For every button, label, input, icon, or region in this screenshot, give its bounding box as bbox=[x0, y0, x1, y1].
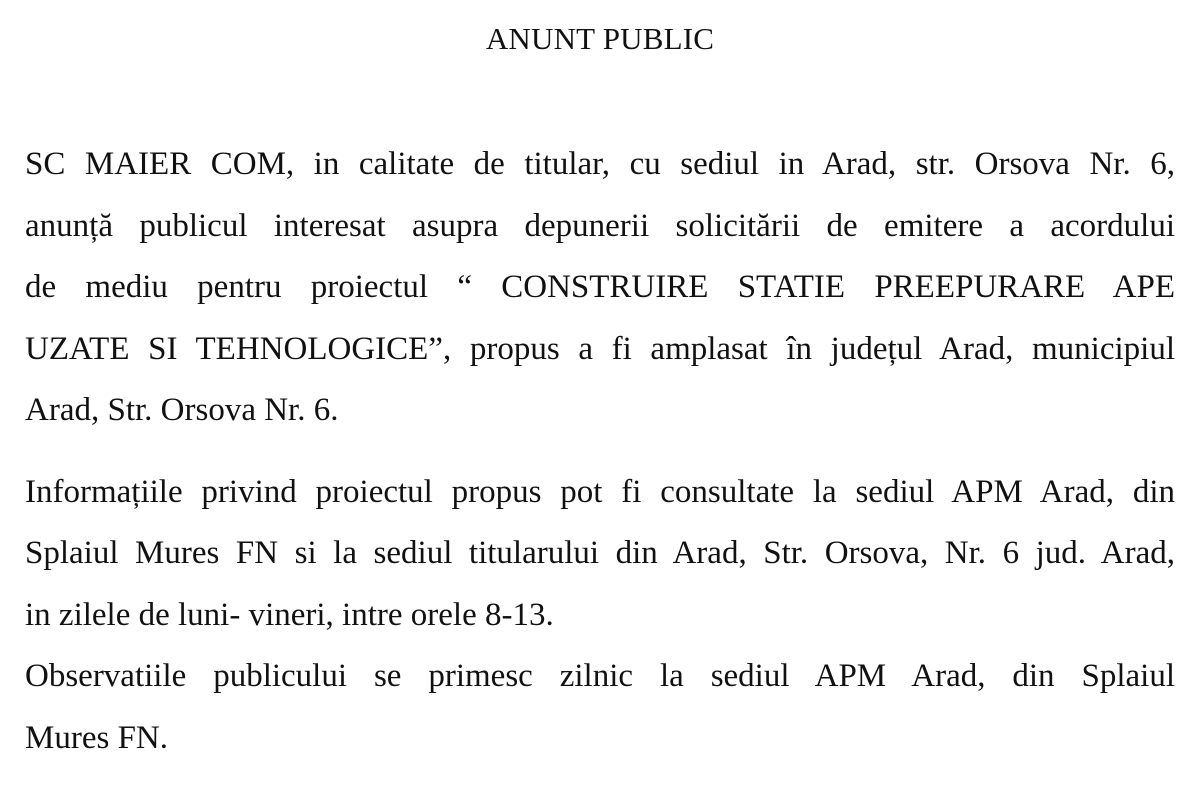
paragraph-line: Mures FN. bbox=[25, 719, 169, 756]
paragraph-line: de mediu pentru proiectul “ CONSTRUIRE STATIE PREEPURARE APE bbox=[25, 269, 1175, 305]
paragraph-line: Informațiile privind proiectul propus pot fi consultate la sediul APM Arad, din bbox=[25, 473, 1175, 510]
paragraph-line: Observatiile publicului se primesc zilnic la sediul APM Arad, din Splaiul bbox=[25, 658, 1175, 694]
paragraph-line: in zilele de luni- vineri, intre orele 8-13. bbox=[25, 596, 554, 633]
paragraph-consultation-info bbox=[25, 462, 1175, 647]
public-notice-document bbox=[25, 0, 1175, 769]
paragraph-public-observations bbox=[25, 646, 1175, 769]
paragraph-line: anunță publicul interesat asupra depunerii solicitării de emitere a acordului bbox=[25, 207, 1175, 244]
paragraph-line: Arad, Str. Orsova Nr. 6. bbox=[25, 392, 339, 428]
paragraph-line: SC MAIER COM, in calitate de titular, cu sediul in Arad, str. Orsova Nr. 6, bbox=[25, 146, 1175, 182]
document-title: ANUNT PUBLIC bbox=[485, 21, 715, 56]
paragraph-line: UZATE SI TEHNOLOGICE”, propus a fi amplasat în județul Arad, municipiul bbox=[25, 330, 1175, 367]
paragraph-applicant-notice bbox=[25, 134, 1175, 442]
paragraph-line: Splaiul Mures FN si la sediul titularului din Arad, Str. Orsova, Nr. 6 jud. Arad, bbox=[25, 535, 1175, 571]
